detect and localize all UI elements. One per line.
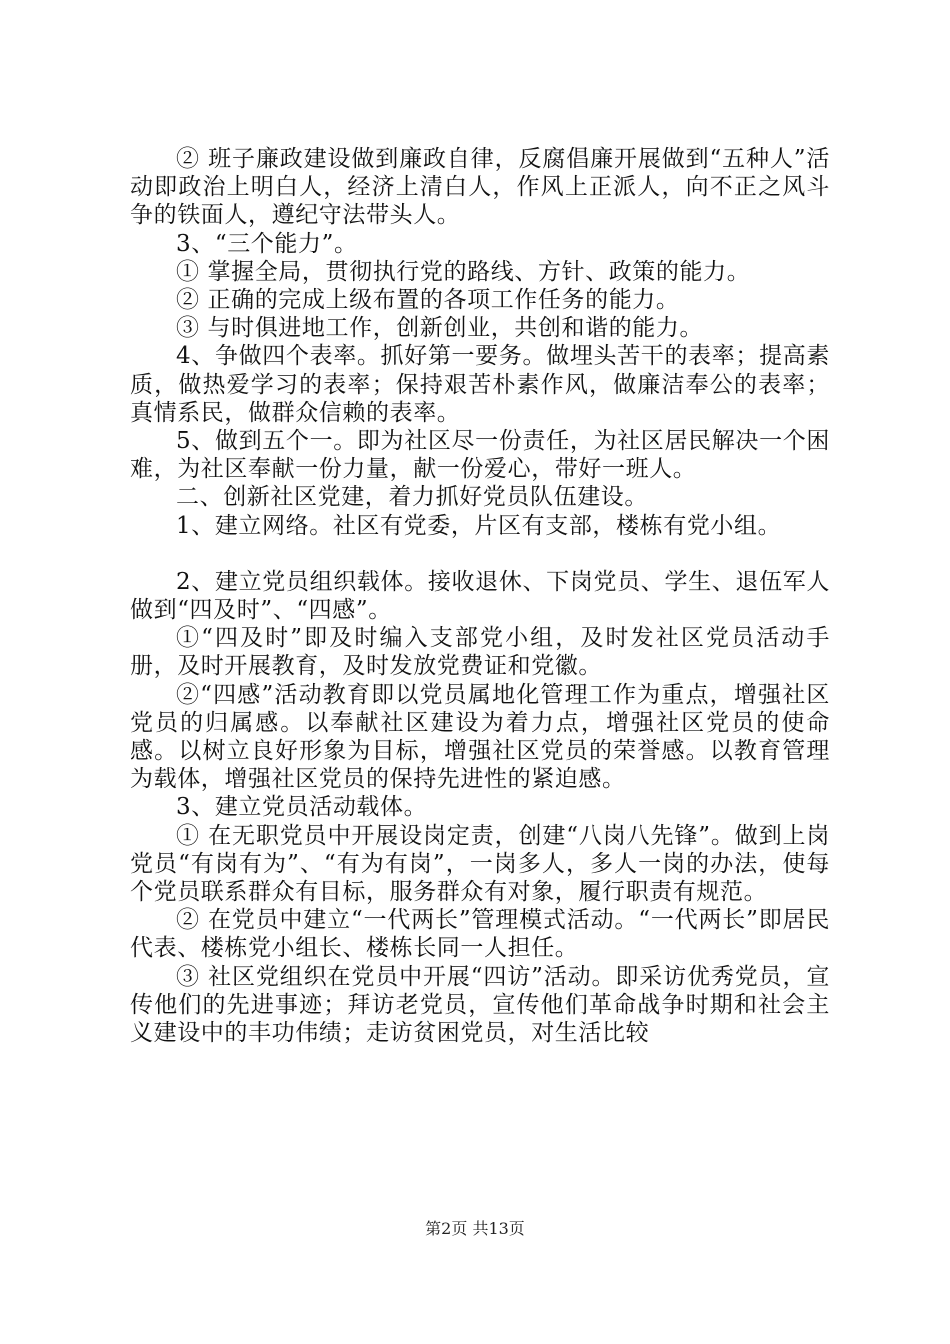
paragraph: ①“四及时”即及时编入支部党小组，及时发社区党员活动手册，及时开展教育，及时发放党费证和党徽。: [130, 625, 830, 680]
paragraph: ② 班子廉政建设做到廉政自律，反腐倡廉开展做到“五种人”活动即政治上明白人，经济上清白人，作风上正派人，向不正之风斗争的铁面人，遵纪守法带头人。: [130, 146, 830, 229]
page-number: 第2页 共13页: [425, 1219, 525, 1238]
paragraph: 3、“三个能力”。: [176, 230, 358, 257]
paragraph: ① 掌握全局，贯彻执行党的路线、方针、政策的能力。: [176, 258, 751, 285]
paragraph: 3、建立党员活动载体。: [176, 794, 428, 821]
paragraph: ②“四感”活动教育即以党员属地化管理工作为重点，增强社区党员的归属感。以奉献社区建设为着力点，增强社区党员的使命感。以树立良好形象为目标，增强社区党员的荣誉感。以教育管理为载体，增强社区党员的保持先进性的紧迫感。: [130, 681, 830, 793]
document-body: [130, 145, 830, 1047]
page-footer: [0, 1216, 950, 1239]
paragraph: 5、做到五个一。即为社区尽一份责任，为社区居民解决一个困难，为社区奉献一份力量，献一份爱心，带好一班人。: [130, 428, 830, 483]
paragraph: 2、建立党员组织载体。接收退休、下岗党员、学生、退伍军人做到“四及时”、“四感”。: [130, 568, 830, 624]
paragraph: ② 在党员中建立“一代两长”管理模式活动。“一代两长”即居民代表、楼栋党小组长、楼栋长同一人担任。: [130, 907, 830, 962]
paragraph: ① 在无职党员中开展设岗定责，创建“八岗八先锋”。做到上岗党员“有岗有为”、“有为有岗”，一岗多人，多人一岗的办法，使每个党员联系群众有目标，服务群众有对象，履行职责有规范。: [130, 822, 830, 906]
section-heading: 二、创新社区党建，着力抓好党员队伍建设。: [176, 484, 648, 511]
paragraph: ③ 社区党组织在党员中开展“四访”活动。即采访优秀党员，宣传他们的先进事迹；拜访老党员，宣传他们革命战争时期和社会主义建设中的丰功伟绩；走访贫困党员，对生活比较: [130, 963, 830, 1047]
paragraph: ② 正确的完成上级布置的各项工作任务的能力。: [176, 287, 680, 314]
paragraph: ③ 与时俱进地工作，创新创业，共创和谐的能力。: [176, 315, 704, 342]
paragraph: 1、建立网络。社区有党委，片区有支部，楼栋有党小组。: [176, 512, 782, 539]
paragraph: 4、争做四个表率。抓好第一要务。做埋头苦干的表率；提高素质，做热爱学习的表率；保持艰苦朴素作风，做廉洁奉公的表率；真情系民，做群众信赖的表率。: [130, 343, 830, 426]
